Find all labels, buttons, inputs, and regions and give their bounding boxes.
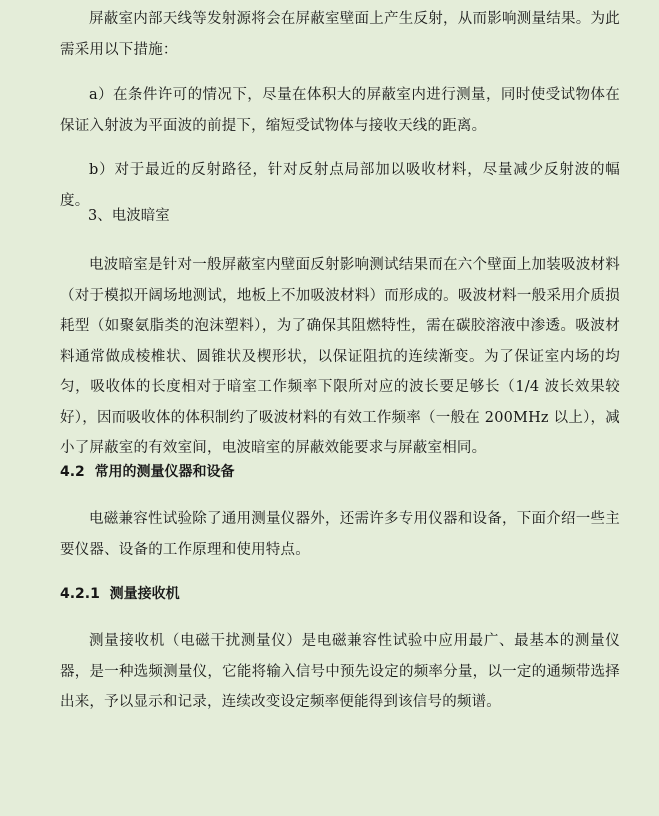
- section-heading-4-2-1: [60, 584, 180, 604]
- paragraph-measuring-receiver: 测量接收机（电磁干扰测量仪）是电磁兼容性试验中应用最广、最基本的测量仪器，是一种选频测量仪，它能将输入信号中预先设定的频率分量，以一定的通频带选择出来，予以显示和记录，连续改变设定频率便能得到该信号的频谱。: [60, 633, 620, 710]
- heading-anechoic-chamber: 3、电波暗室: [88, 208, 170, 224]
- subsection-title: 测量接收机: [109, 586, 180, 602]
- paragraph-instruments-intro: 电磁兼容性试验除了通用测量仪器外，还需许多专用仪器和设备，下面介绍一些主要仪器、设备的工作原理和使用特点。: [60, 511, 620, 558]
- paragraph-shield-reflection: 屏蔽室内部天线等发射源将会在屏蔽室壁面上产生反射，从而影响测量结果。为此需采用以下措施：: [60, 11, 620, 58]
- paragraph-anechoic-chamber: 电波暗室是针对一般屏蔽室内壁面反射影响测试结果而在六个壁面上加装吸波材料（对于模拟开阔场地测试，地板上不加吸波材料）而形成的。吸波材料一般采用介质损耗型（如聚氨脂类的泡沫塑料），为了确保其阻燃特性，需在碳胶溶液中渗透。吸波材料通常做成棱椎状、圆锥状及楔形状，以保证阻抗的连续渐变。为了保证室内场的均匀，吸收体的长度相对于暗室工作频率下限所对应的波长要足够长（1/4 波长效果较好），因而吸收体的体积制约了吸波材料的有效工作频率（一般在 200MHz 以上），减小了屏蔽室的有效室间，电波暗室的屏蔽效能要求与屏蔽室相同。: [60, 257, 620, 456]
- paragraph-item-b: b）对于最近的反射路径，针对反射点局部加以吸收材料，尽量减少反射波的幅度。: [60, 162, 620, 209]
- subsection-number: 4.2.1: [60, 586, 100, 602]
- paragraph-item-a: a）在条件许可的情况下，尽量在体积大的屏蔽室内进行测量，同时使受试物体在保证入射波为平面波的前提下，缩短受试物体与接收天线的距离。: [60, 87, 620, 134]
- section-number: 4.2: [60, 464, 85, 480]
- section-title: 常用的测量仪器和设备: [94, 464, 235, 480]
- section-heading-4-2: [60, 462, 235, 482]
